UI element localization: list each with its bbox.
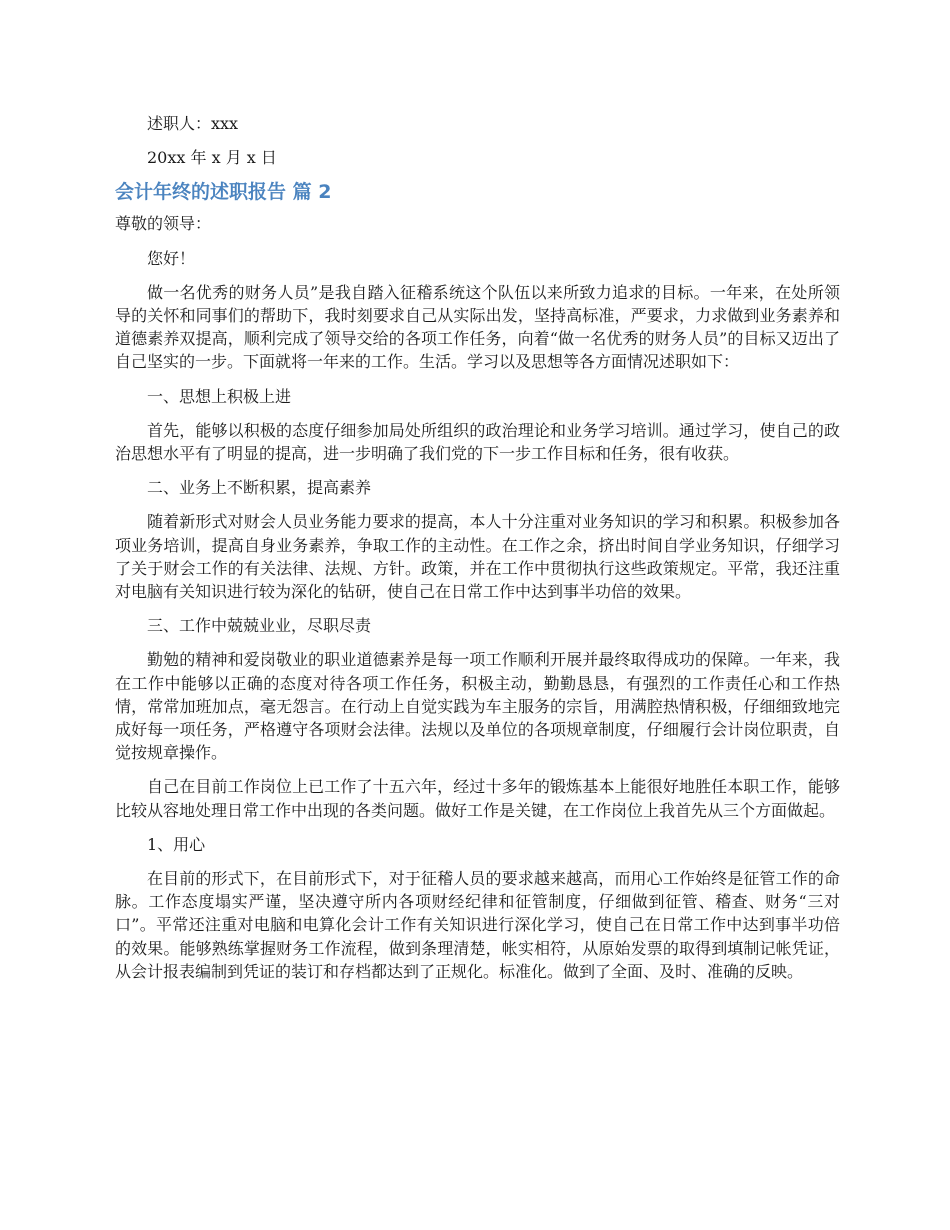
date-line: 20xx 年 x 月 x 日 [147,148,277,168]
subheading-work: 三、工作中兢兢业业，尽职尽责 [147,616,372,636]
section-heading: 会计年终的述职报告 篇 2 [115,181,332,204]
paragraph-business: 随着新形式对财会人员业务能力要求的提高，本人十分注重对业务知识的学习和积累。积极参加各项业务培训，提高自身业务素养，争取工作的主动性。在工作之余，挤出时间自学业务知识，仔细学习了关于财会工作的有关法律、法规、方针。政策，并在工作中贯彻执行这些政策规定。平常，我还注重对电脑有关知识进行较为深化的钻研，使自己在日常工作中达到事半功倍的效果。 [115,512,840,602]
subheading-business: 二、业务上不断积累，提高素养 [147,478,372,498]
reporter-line: 述职人：xxx [147,114,239,133]
paragraph-experience: 自己在目前工作岗位上已工作了十五六年，经过十多年的锻炼基本上能很好地胜任本职工作，能够比较从容地处理日常工作中出现的各类问题。做好工作是关键，在工作岗位上我首先从三个方面做起。 [115,777,840,820]
document-body [115,112,840,994]
paragraph-work: 勤勉的精神和爱岗敬业的职业道德素养是每一项工作顺利开展并最终取得成功的保障。一年来，我在工作中能够以正确的态度对待各项工作任务，积极主动，勤勤恳恳，有强烈的工作责任心和工作热情，常常加班加点，毫无怨言。在行动上自觉实践为车主服务的宗旨，用满腔热情积极，仔细细致地完成好每一项任务，严格遵守各项财会法律。法规以及单位的各项规章制度，仔细履行会计岗位职责，自觉按规章操作。 [115,650,840,763]
paragraph-thought: 首先，能够以积极的态度仔细参加局处所组织的政治理论和业务学习培训。通过学习，使自己的政治思想水平有了明显的提高，进一步明确了我们党的下一步工作目标和任务，很有收获。 [115,420,840,464]
subheading-diligence: 1、用心 [147,834,206,854]
salutation: 尊敬的领导： [115,214,212,234]
subheading-thought: 一、思想上积极上进 [147,386,292,406]
intro-paragraph: 做一名优秀的财务人员”是我自踏入征稽系统这个队伍以来所致力追求的目标。一年来，在处所领导的关怀和同事们的帮助下，我时刻要求自己从实际出发，坚持高标准，严要求，力求做到业务素养和道德素养双提高，顺利完成了领导交给的各项工作任务，向着“做一名优秀的财务人员”的目标又迈出了自己坚实的一步。下面就将一年来的工作。生活。学习以及思想等各方面情况述职如下： [115,282,840,372]
greeting: 您好！ [147,248,196,268]
paragraph-diligence: 在目前的形式下，在目前形式下，对于征稽人员的要求越来越高，而用心工作始终是征管工作的命脉。工作态度塌实严谨，坚决遵守所内各项财经纪律和征管制度，仔细做到征管、稽查、财务“三对口”。平常还注重对电脑和电算化会计工作有关知识进行深化学习，使自己在日常工作中达到事半功倍的效果。能够熟练掌握财务工作流程，做到条理清楚，帐实相符，从原始发票的取得到填制记帐凭证，从会计报表编制到凭证的装订和存档都达到了正规化。标准化。做到了全面、及时、准确的反映。 [115,869,840,981]
